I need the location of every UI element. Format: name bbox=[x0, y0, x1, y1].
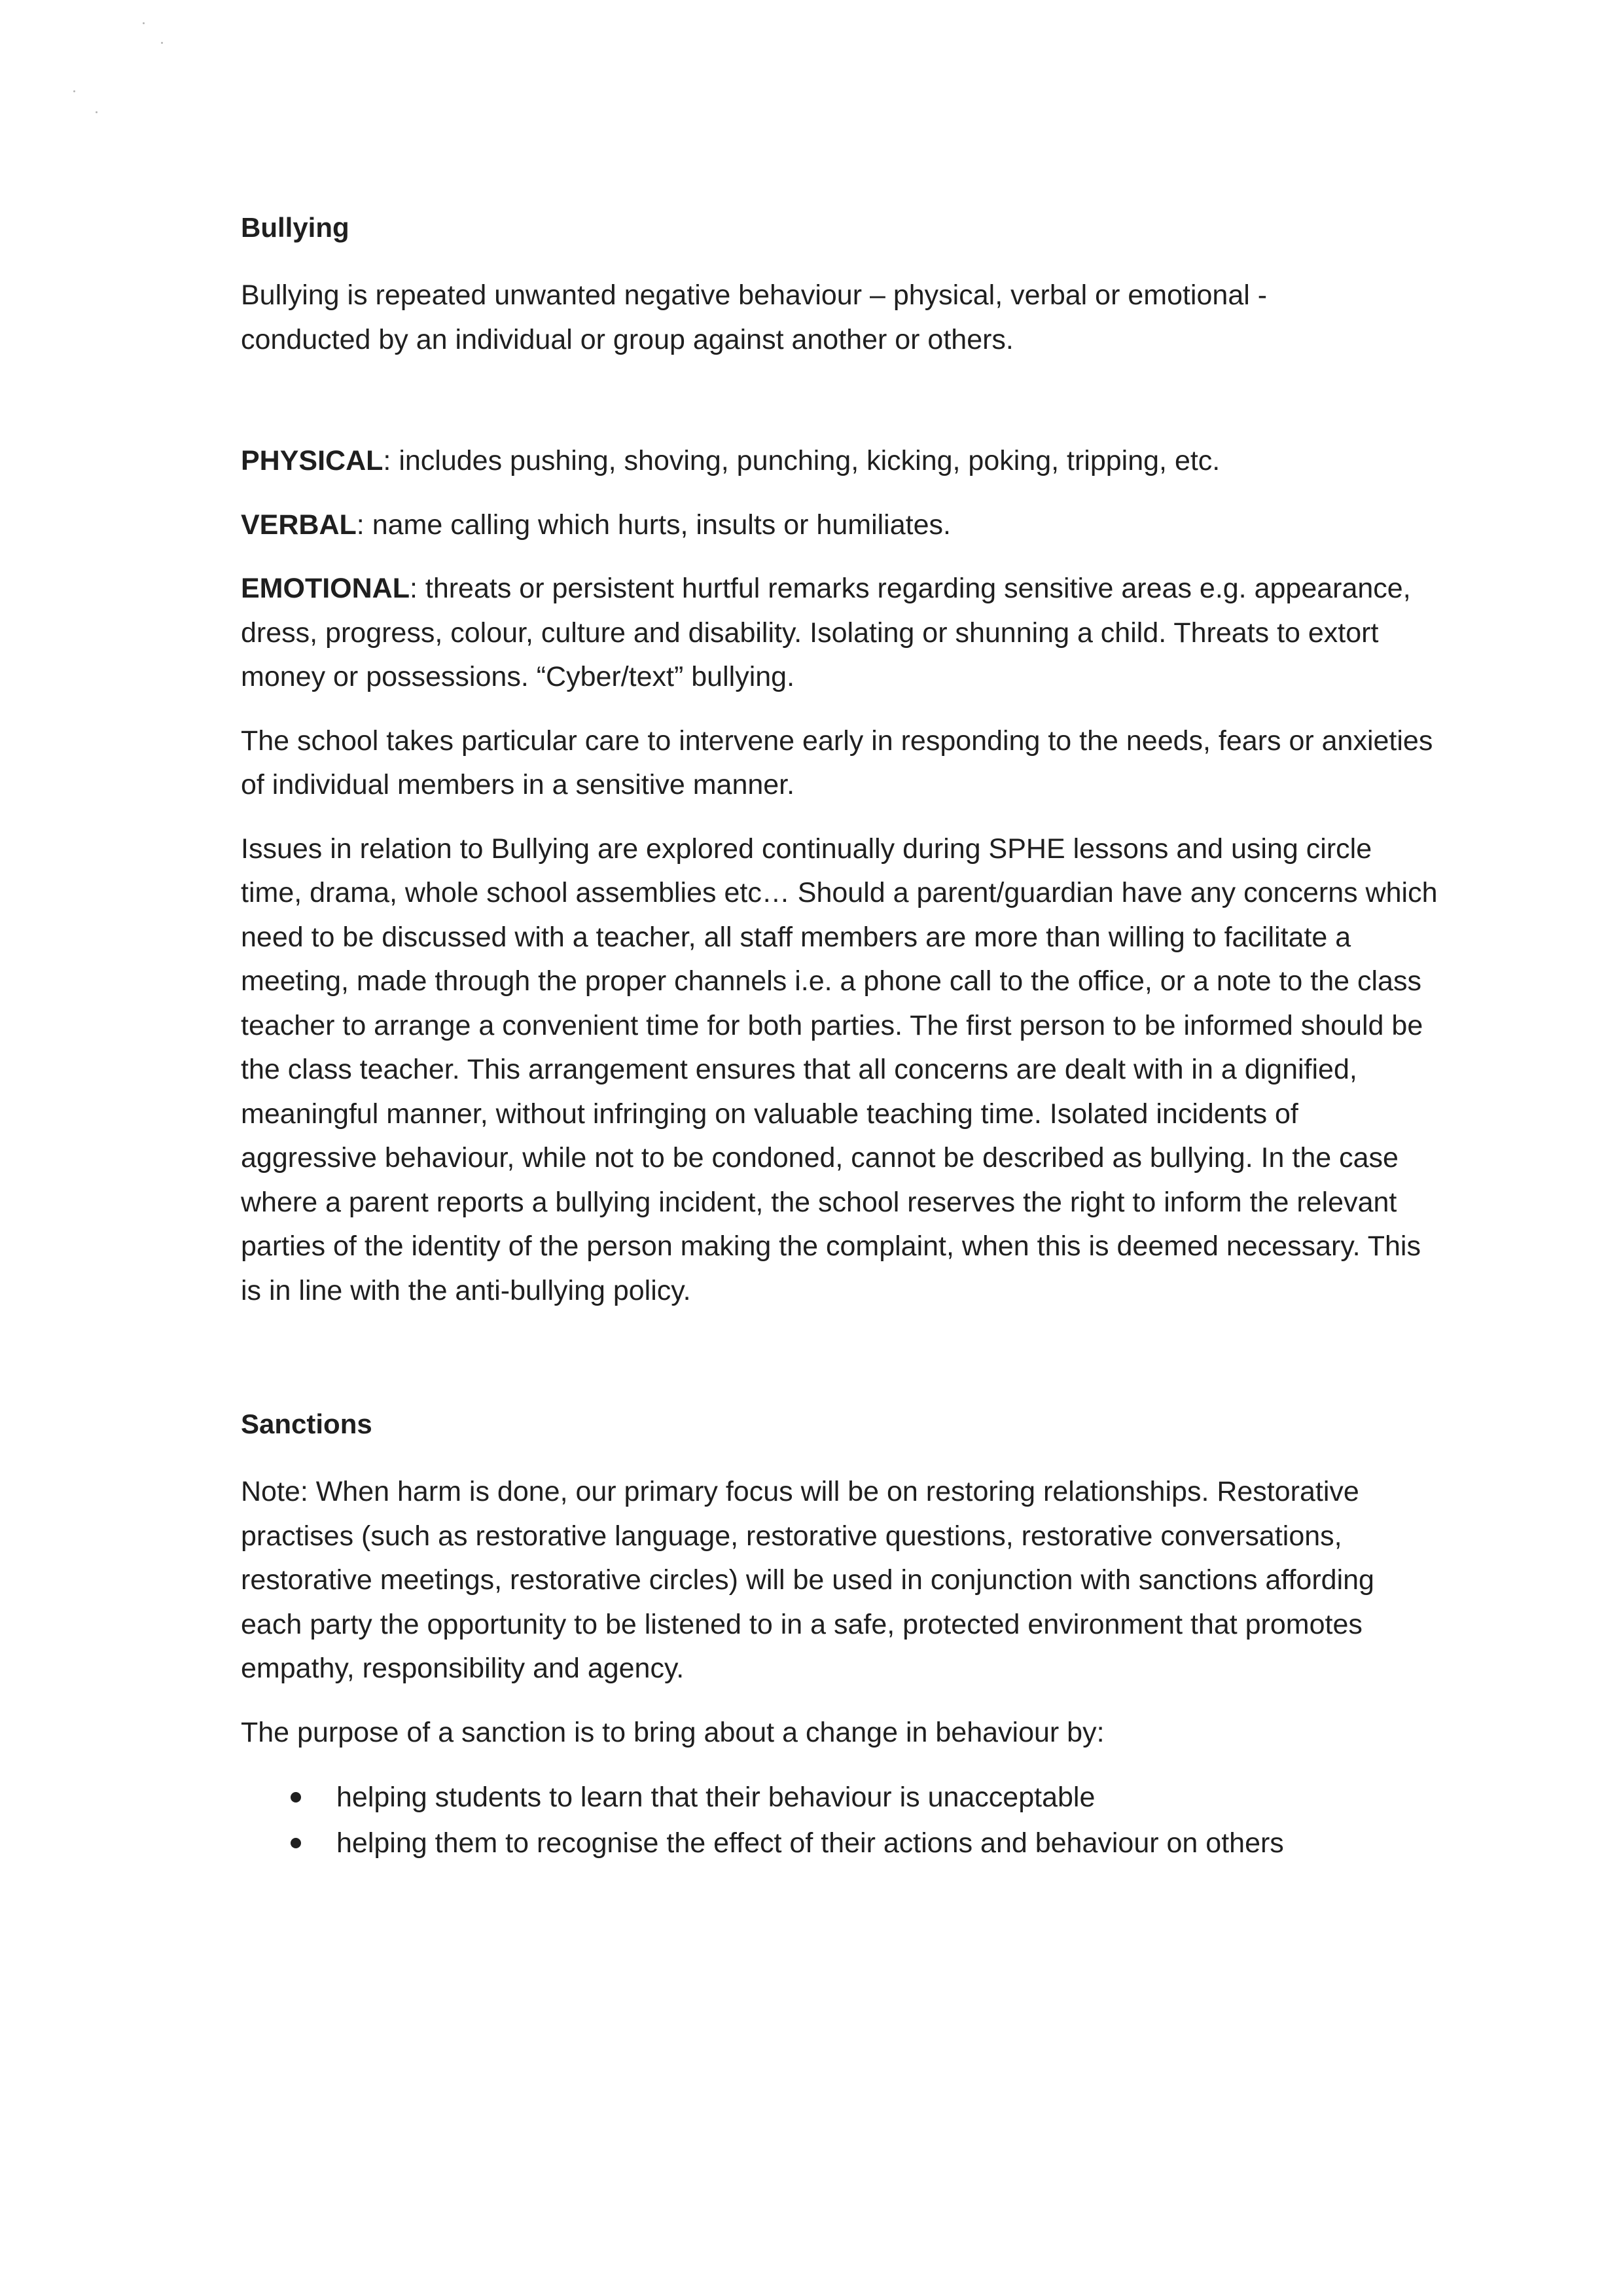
bullet-dot-icon bbox=[291, 1792, 301, 1803]
emotional-item bbox=[241, 567, 1438, 700]
document-body bbox=[241, 208, 1438, 1866]
list-item bbox=[241, 1820, 1438, 1866]
physical-term: PHYSICAL bbox=[241, 445, 383, 476]
issues-paragraph: Issues in relation to Bullying are explored continually during SPHE lessons and using circle time, drama, whole school assemblies etc… Should a parent/guardian have any concerns which need to be discussed with a teacher, all staff members are more than willing to facilitate a meeting, made through the proper channels i.e. a phone call to the office, or a note to the class teacher to arrange a convenient time for both parties. The first person to be informed should be the class teacher. This arrangement ensures that all concerns are dealt with in a dignified, meaningful manner, without infringing on valuable teaching time. Isolated incidents of aggressive behaviour, while not to be condoned, cannot be described as bullying. In the case where a parent reports a bullying incident, the school reserves the right to inform the relevant parties of the identity of the person making the complaint, when this is deemed necessary. This is in line with the anti-bullying policy. bbox=[241, 833, 1438, 1306]
scan-speck bbox=[143, 22, 145, 24]
scan-speck bbox=[161, 42, 163, 44]
scan-speck bbox=[96, 111, 98, 113]
bullet-dot-icon bbox=[291, 1838, 301, 1848]
sanctions-purpose: The purpose of a sanction is to bring about a change in behaviour by: bbox=[241, 1716, 1105, 1748]
care-paragraph: The school takes particular care to intervene early in responding to the needs, fears or anxieties of individual members in a sensitive manner. bbox=[241, 725, 1433, 800]
bullying-heading: Bullying bbox=[241, 212, 349, 243]
emotional-text: : threats or persistent hurtful remarks regarding sensitive areas e.g. appearance, dress, progress, colour, culture and disability. Isolating or shunning a child. Threats to extort money or possessions. “Cyber/text” bullying. bbox=[241, 573, 1411, 692]
verbal-term: VERBAL bbox=[241, 509, 357, 541]
emotional-term: EMOTIONAL bbox=[241, 573, 410, 604]
scan-speck bbox=[73, 90, 75, 92]
list-item-text: helping them to recognise the effect of their actions and behaviour on others bbox=[336, 1827, 1284, 1859]
sanctions-note: Note: When harm is done, our primary focus will be on restoring relationships. Restorative practises (such as restorative language, restorative questions, restorative conversations, restorative meetings, restorative circles) will be used in conjunction with sanctions affording each party the opportunity to be listened to in a safe, protected environment that promotes empathy, responsibility and agency. bbox=[241, 1476, 1374, 1684]
physical-text: : includes pushing, shoving, punching, kicking, poking, tripping, etc. bbox=[383, 445, 1221, 476]
verbal-text: : name calling which hurts, insults or humiliates. bbox=[356, 509, 951, 541]
sanctions-heading: Sanctions bbox=[241, 1408, 372, 1439]
sanctions-bullet-list bbox=[241, 1774, 1438, 1866]
physical-item bbox=[241, 439, 1438, 484]
verbal-item bbox=[241, 503, 1438, 548]
list-item-text: helping students to learn that their behaviour is unacceptable bbox=[336, 1782, 1096, 1813]
bullying-definition: Bullying is repeated unwanted negative behaviour – physical, verbal or emotional - conducted by an individual or group against another or others. bbox=[241, 279, 1268, 355]
list-item bbox=[241, 1774, 1438, 1820]
